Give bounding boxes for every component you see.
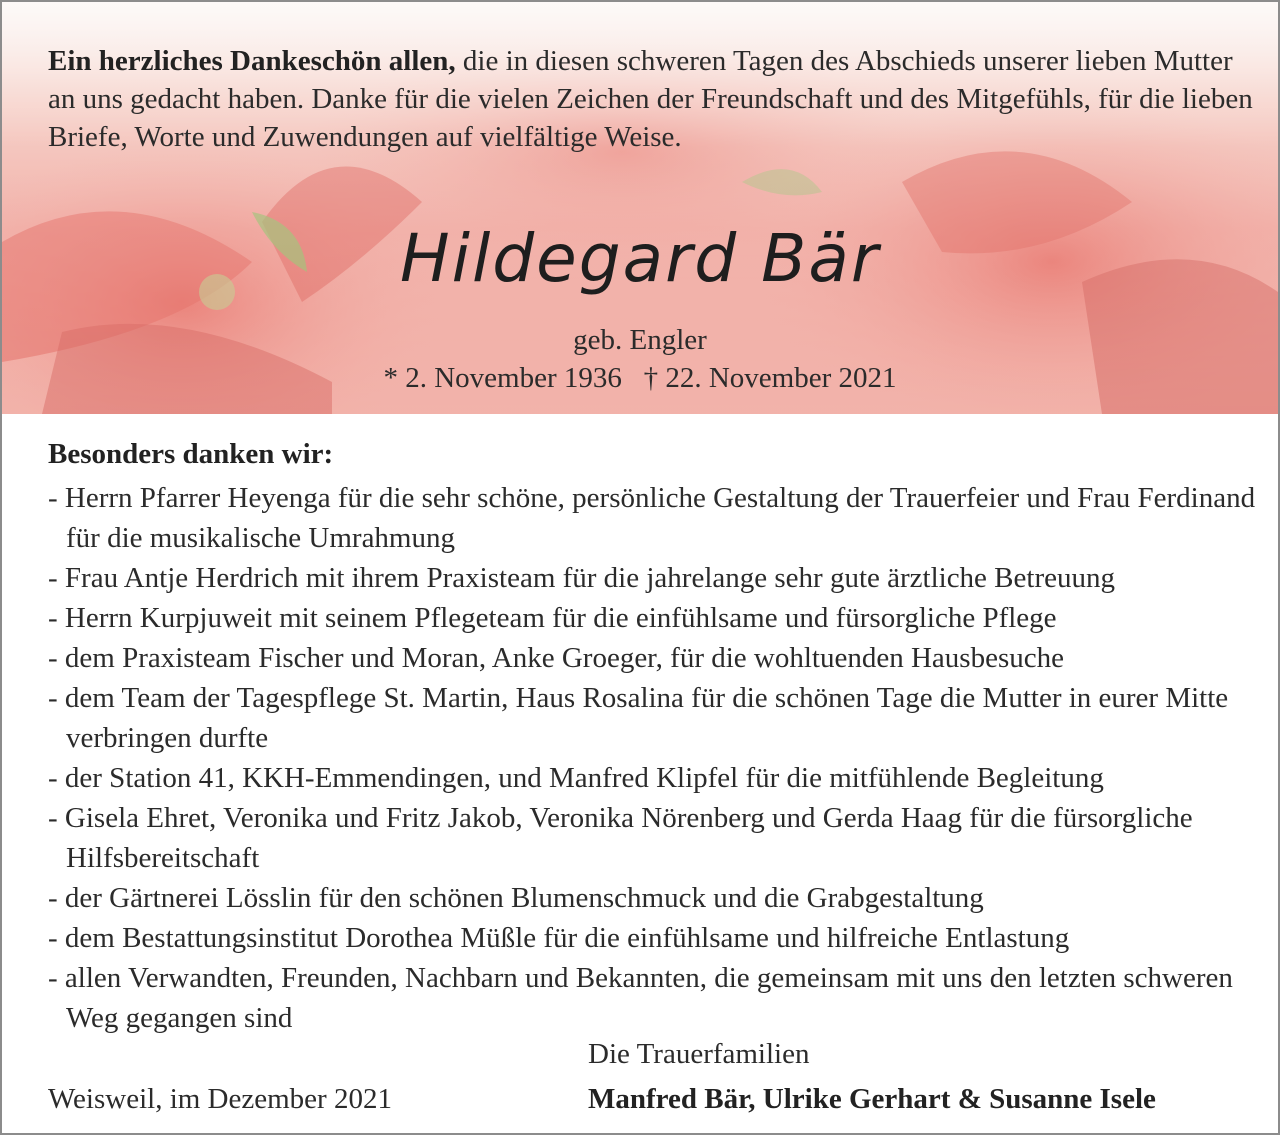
thanks-item: - dem Bestattungsinstitut Dorothea Müßle für die einfühlsame und hilfreiche Entlastung xyxy=(48,922,1070,954)
deceased-name: Hildegard Bär xyxy=(399,220,880,297)
thanks-item: - dem Team der Tagespflege St. Martin, Haus Rosalina für die schönen Tage die Mutter in eurer Mitte verbringen durfte xyxy=(48,682,1229,754)
life-dates: * 2. November 1936 † 22. November 2021 xyxy=(383,362,897,394)
poinsettia-banner xyxy=(2,2,1278,414)
signature-label: Die Trauerfamilien xyxy=(588,1038,810,1070)
thanks-item: - der Station 41, KKH-Emmendingen, und Manfred Klipfel für die mitfühlende Begleitung xyxy=(48,762,1104,794)
family-names: Manfred Bär, Ulrike Gerhart & Susanne Isele xyxy=(588,1083,1156,1115)
thanks-heading: Besonders danken wir: xyxy=(48,438,334,470)
thanks-item: - Gisela Ehret, Veronika und Fritz Jakob, Veronika Nörenberg und Gerda Haag für die fürsorgliche Hilfsbereitschaft xyxy=(48,802,1193,874)
thanks-item: - Frau Antje Herdrich mit ihrem Praxisteam für die jahrelange sehr gute ärztliche Betreuung xyxy=(48,562,1115,594)
intro-body-text: die in diesen schweren Tagen des Abschieds unserer lieben Mutter an uns gedacht haben. Danke für die vielen Zeichen der Freundschaft und des Mitgefühls, für die lieben Briefe, Worte und Zuwendungen auf vielfältige Weise. xyxy=(48,45,1253,153)
thanks-item: - der Gärtnerei Lösslin für den schönen Blumenschmuck und die Grabgestaltung xyxy=(48,882,984,914)
thanks-item: - dem Praxisteam Fischer und Moran, Anke Groeger, für die wohltuenden Hausbesuche xyxy=(48,642,1064,674)
thanks-item: - Herrn Kurpjuweit mit seinem Pflegeteam für die einfühlsame und fürsorgliche Pflege xyxy=(48,602,1057,634)
birth-name: geb. Engler xyxy=(573,324,707,356)
thanks-item: - Herrn Pfarrer Heyenga für die sehr schöne, persönliche Gestaltung der Trauerfeier und Frau Ferdinand für die musikalische Umrahmung xyxy=(48,482,1256,554)
thanks-list xyxy=(48,478,1263,1038)
thanks-item: - allen Verwandten, Freunden, Nachbarn und Bekannten, die gemeinsam mit uns den letzten schweren Weg gegangen sind xyxy=(48,962,1233,1034)
intro-bold-text: Ein herzliches Dankeschön allen, xyxy=(48,45,456,77)
intro-text xyxy=(48,42,1258,156)
place-date: Weisweil, im Dezember 2021 xyxy=(48,1083,392,1115)
